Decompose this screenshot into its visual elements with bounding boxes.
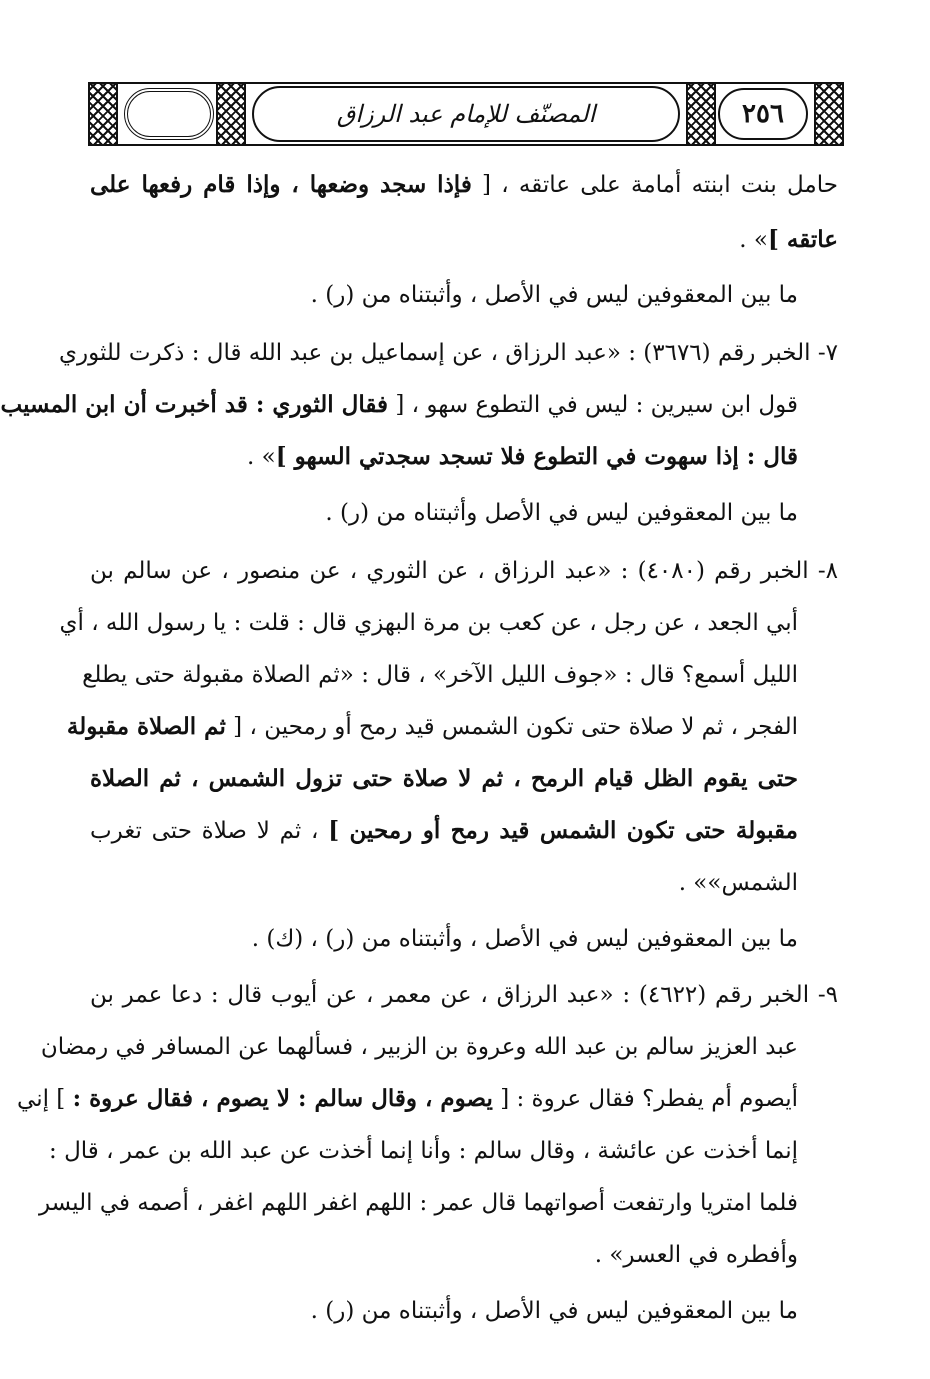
text-line-8: ٨- الخبر رقم (٤٠٨٠) : «عبد الرزاق ، عن الثوري ، عن منصور ، عن سالم بن [90,558,838,584]
line-2-bold: عاتقه ] [768,226,838,253]
line-18-tail: ] إني [17,1086,73,1112]
line-12-bold: حتى يقوم الظل قيام الرمح ، ثم لا صلاة حتى تزول الشمس ، ثم الصلاة [90,765,798,792]
text-line-2 [90,215,838,265]
header-ornament-left [88,82,118,146]
text-line-12 [90,754,798,804]
book-seal-logo [124,88,214,140]
line-5-bold: فقال الثوري : قد أخبرت أن ابن المسيب [0,391,389,418]
line-6-tail: » . [247,444,276,470]
footnote-line-2: ما بين المعقوفين ليس في الأصل وأثبتناه من (ر) . [325,500,798,526]
text-line-9: أبي الجعد ، عن رجل ، عن كعب بن مرة البهزي قال : قلت : يا رسول الله ، أي [59,610,798,636]
running-title: المصنّف للإمام عبد الرزاق [252,86,680,142]
line-11-text: الفجر ، ثم لا صلاة حتى تكون الشمس قيد رمح أو رمحين ، [ [225,714,798,740]
line-5-text: قول ابن سيرين : ليس في التطوع سهو ، [ [388,392,798,418]
footnote-line-1: ما بين المعقوفين ليس في الأصل ، وأثبتناه من (ر) . [310,282,798,308]
text-line-1 [90,160,838,210]
header-ornament-right [814,82,844,146]
text-line-14: الشمس»» . [678,870,798,896]
text-line-20: فلما امتريا وارتفعت أصواتهما قال عمر : اللهم اغفر اللهم اغفر ، أصمه في اليسر [38,1190,798,1216]
line-18-bold: يصوم ، وقال سالم : لا يصوم ، فقال عروة : [72,1085,493,1112]
line-2-tail: » . [739,227,768,253]
text-line-18 [17,1074,798,1124]
line-13-tail: ، ثم لا صلاة حتى تغرب [90,818,329,844]
line-13-bold: مقبولة حتى تكون الشمس قيد رمح أو رمحين ] [328,817,799,844]
text-line-10: الليل أسمع؟ قال : «جوف الليل الآخر» ، قال : «ثم الصلاة مقبولة حتى يطلع [82,662,798,688]
line-18-text: أيصوم أم يفطر؟ فقال عروة : [ [492,1086,798,1112]
text-line-11 [66,702,798,752]
page-number: ٢٥٦ [718,88,808,140]
text-line-16: ٩- الخبر رقم (٤٦٢٢) : «عبد الرزاق ، عن معمر ، عن أيوب قال : دعا عمر بن [90,982,838,1008]
line-1-bold: فإذا سجد وضعها ، وإذا قام رفعها على [90,171,472,198]
header-ornament-mid-left [216,82,246,146]
line-1-text: حامل بنت ابنته أمامة على عاتقه ، [ [471,172,838,198]
text-line-4: ٧- الخبر رقم (٣٦٧٦) : «عبد الرزاق ، عن إسماعيل بن عبد الله قال : ذكرت للثوري [59,340,838,366]
text-line-13 [90,806,798,856]
header-top-rule [88,82,844,84]
text-line-19: إنما أخذت عن عائشة ، وقال سالم : وأنا إنما أخذت عن عبد الله بن عمر ، قال : [49,1138,798,1164]
line-11-bold: ثم الصلاة مقبولة [66,713,226,740]
footnote-line-3: ما بين المعقوفين ليس في الأصل ، وأثبتناه من (ر) ، (ك) . [251,926,798,952]
text-line-21: وأفطره في العسر» . [594,1242,798,1268]
header-ornament-mid-right [686,82,716,146]
footnote-line-4: ما بين المعقوفين ليس في الأصل ، وأثبتناه من (ر) . [310,1298,798,1324]
line-6-bold: قال : إذا سهوت في التطوع فلا تسجد سجدتي السهو ] [275,443,798,470]
text-line-5 [0,380,798,430]
page-header [88,82,844,146]
text-line-6 [90,432,798,482]
text-line-17: عبد العزيز سالم بن عبد الله وعروة بن الزبير ، فسألهما عن المسافر في رمضان [40,1034,798,1060]
header-bottom-rule [88,144,844,146]
